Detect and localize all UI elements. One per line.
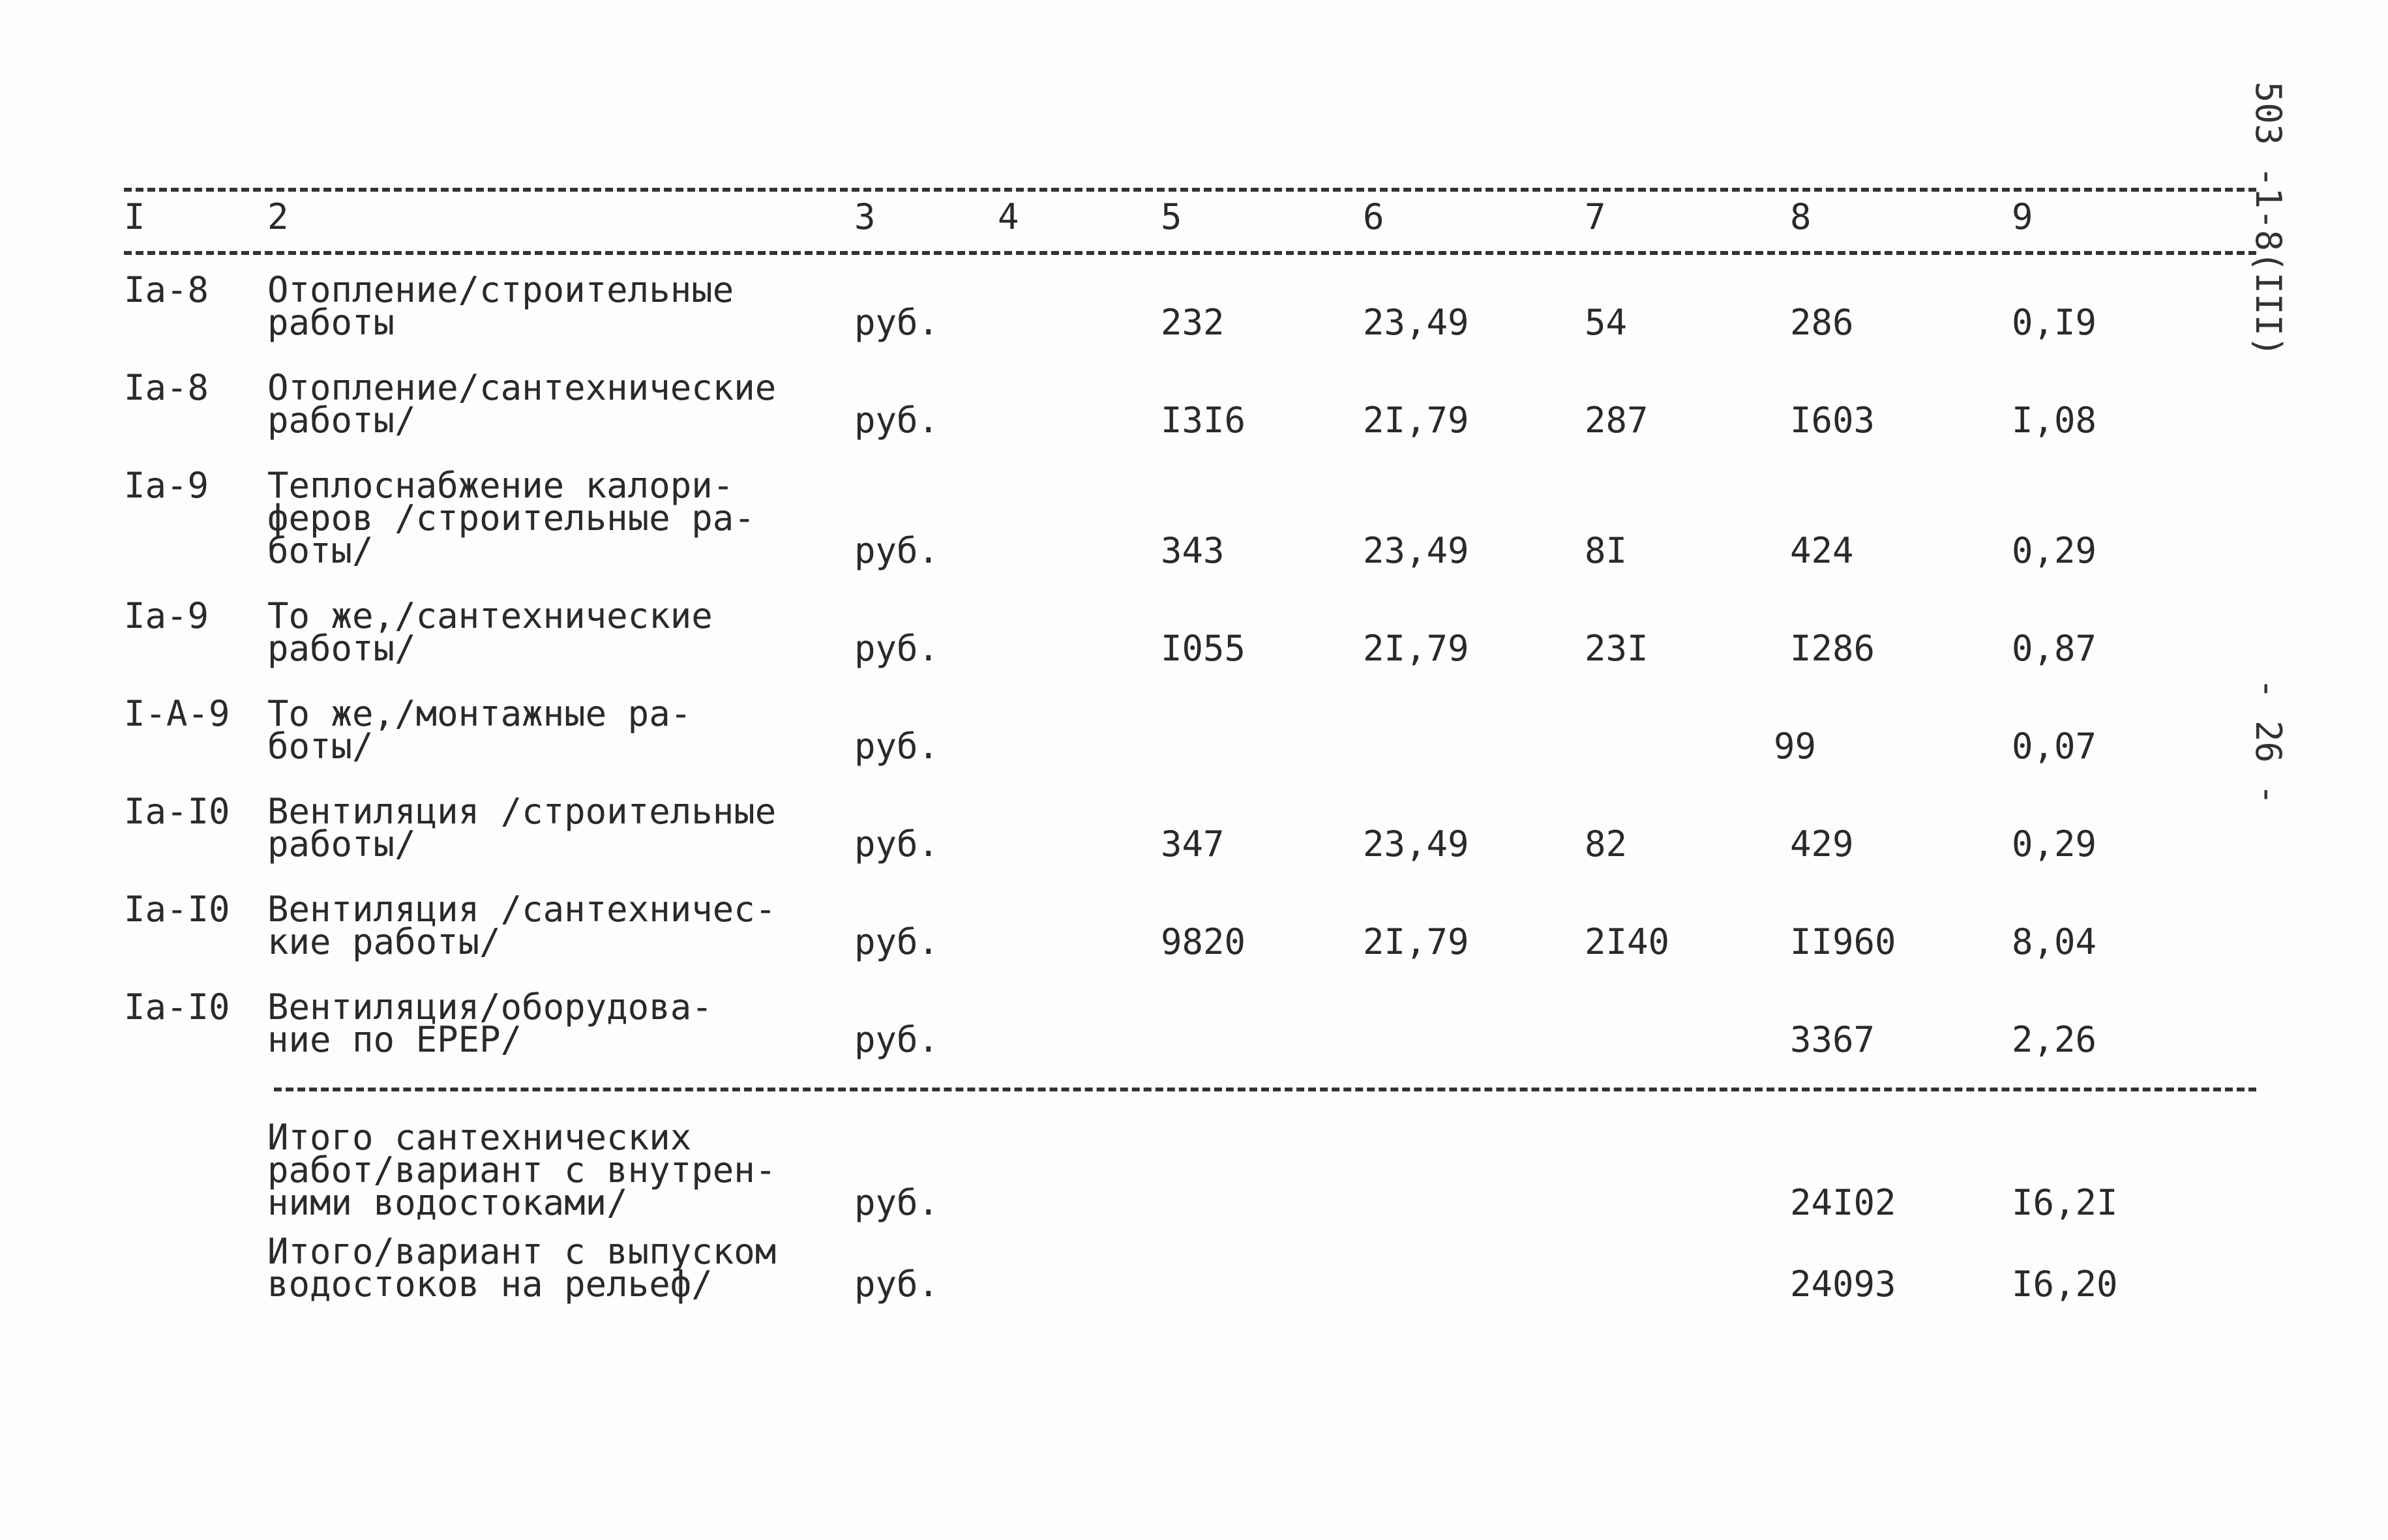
row-description: Отопление/сантехнические — [267, 367, 777, 408]
row-value-8: I286 — [1790, 628, 1875, 669]
total-unit: руб. — [854, 1182, 940, 1223]
row-value-7: 8I — [1585, 530, 1628, 571]
row-value-6: 2I,79 — [1363, 921, 1469, 962]
total-value-9: I6,20 — [2012, 1264, 2118, 1305]
row-value-8: 429 — [1790, 823, 1854, 865]
col-header-4: 4 — [998, 196, 1019, 237]
row-value-9: 0,I9 — [2012, 302, 2097, 343]
row-description: Вентиляция /сантехничес- — [267, 889, 777, 930]
row-value-6: 23,49 — [1363, 302, 1469, 343]
row-description: То же,/монтажные ра- — [267, 693, 692, 734]
total-description: работ/вариант с внутрен- — [267, 1149, 777, 1191]
row-code: Ia-9 — [124, 465, 209, 506]
row-value-9: 0,29 — [2012, 530, 2097, 571]
row-value-9: I,08 — [2012, 400, 2097, 441]
row-value-6: 2I,79 — [1363, 628, 1469, 669]
row-unit: руб. — [854, 1019, 940, 1060]
row-value-5: 9820 — [1161, 921, 1246, 962]
row-value-7: 82 — [1585, 823, 1628, 865]
row-value-5: 343 — [1161, 530, 1225, 571]
row-value-8: 424 — [1790, 530, 1854, 571]
row-value-8: 286 — [1790, 302, 1854, 343]
row-value-5: 347 — [1161, 823, 1225, 865]
row-value-9: 2,26 — [2012, 1019, 2097, 1060]
col-header-5: 5 — [1161, 196, 1182, 237]
row-code: I-A-9 — [124, 693, 230, 734]
row-value-9: 0,87 — [2012, 628, 2097, 669]
row-value-8: 99 — [1774, 726, 1817, 767]
row-description: боты/ — [267, 726, 374, 767]
total-value-9: I6,2I — [2012, 1182, 2118, 1223]
row-description: Вентиляция /строительные — [267, 791, 777, 832]
row-code: Ia-8 — [124, 269, 209, 310]
col-header-8: 8 — [1790, 196, 1812, 237]
row-description: То же,/сантехнические — [267, 595, 713, 636]
row-unit: руб. — [854, 302, 940, 343]
row-unit: руб. — [854, 726, 940, 767]
total-description: Итого/вариант с выпуском — [267, 1231, 777, 1272]
total-value-8: 24I02 — [1790, 1182, 1896, 1223]
col-header-9: 9 — [2012, 196, 2033, 237]
row-description: ние по ЕРЕР/ — [267, 1019, 522, 1060]
row-value-7: 54 — [1585, 302, 1628, 343]
row-value-6: 23,49 — [1363, 530, 1469, 571]
row-value-7: 2I40 — [1585, 921, 1670, 962]
total-unit: руб. — [854, 1264, 940, 1305]
row-value-9: 8,04 — [2012, 921, 2097, 962]
col-header-6: 6 — [1363, 196, 1384, 237]
totals-rule — [274, 1088, 2256, 1091]
row-value-5: I055 — [1161, 628, 1246, 669]
row-value-7: 287 — [1585, 400, 1649, 441]
row-value-6: 2I,79 — [1363, 400, 1469, 441]
total-description: Итого сантехнических — [267, 1117, 692, 1158]
row-code: Ia-I0 — [124, 986, 230, 1028]
row-description: работы — [267, 302, 395, 343]
col-header-7: 7 — [1585, 196, 1606, 237]
total-description: водостоков на рельеф/ — [267, 1264, 713, 1305]
row-unit: руб. — [854, 400, 940, 441]
row-value-8: 3367 — [1790, 1019, 1875, 1060]
row-description: феров /строительные ра- — [267, 497, 755, 539]
row-description: Вентиляция/оборудова- — [267, 986, 713, 1028]
row-unit: руб. — [854, 823, 940, 865]
row-value-9: 0,07 — [2012, 726, 2097, 767]
header-bottom-rule — [124, 251, 2256, 255]
row-value-9: 0,29 — [2012, 823, 2097, 865]
row-unit: руб. — [854, 628, 940, 669]
row-value-5: 232 — [1161, 302, 1225, 343]
row-value-7: 23I — [1585, 628, 1649, 669]
col-header-3: 3 — [854, 196, 876, 237]
header-top-rule — [124, 188, 2256, 192]
page-number: - 26 - — [2248, 678, 2289, 806]
row-value-5: I3I6 — [1161, 400, 1246, 441]
row-code: Ia-I0 — [124, 791, 230, 832]
total-value-8: 24093 — [1790, 1264, 1896, 1305]
row-description: боты/ — [267, 530, 374, 571]
row-code: Ia-9 — [124, 595, 209, 636]
row-code: Ia-I0 — [124, 889, 230, 930]
row-value-6: 23,49 — [1363, 823, 1469, 865]
series-code-label: 503 -1-8(III) — [2248, 81, 2289, 357]
row-code: Ia-8 — [124, 367, 209, 408]
row-value-8: II960 — [1790, 921, 1896, 962]
row-description: работы/ — [267, 400, 416, 441]
row-value-8: I603 — [1790, 400, 1875, 441]
row-description: кие работы/ — [267, 921, 501, 962]
row-unit: руб. — [854, 921, 940, 962]
row-description: работы/ — [267, 628, 416, 669]
col-header-1: I — [124, 196, 145, 237]
row-description: Теплоснабжение калори- — [267, 465, 734, 506]
row-description: работы/ — [267, 823, 416, 865]
total-description: ними водостоками/ — [267, 1182, 628, 1223]
col-header-2: 2 — [267, 196, 289, 237]
row-description: Отопление/строительные — [267, 269, 734, 310]
row-unit: руб. — [854, 530, 940, 571]
